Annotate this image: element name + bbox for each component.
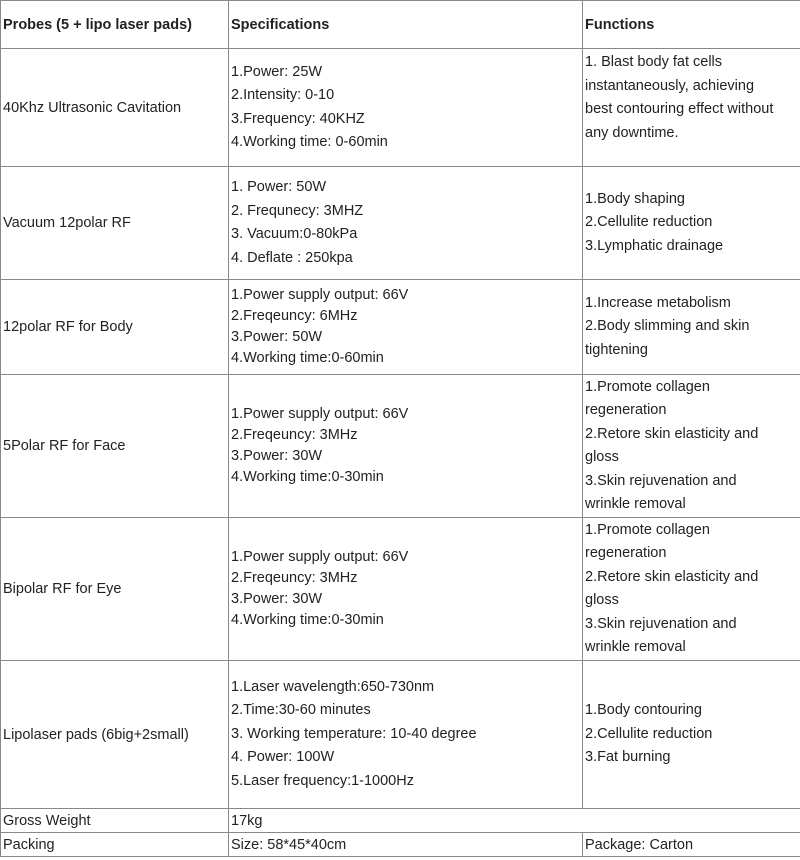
function-line: 2.Body slimming and skin: [585, 318, 750, 335]
spec-line: 2.Freqeuncy: 3MHz: [231, 427, 358, 443]
gross-weight-row: [1, 809, 800, 833]
function-line: 3.Skin rejuvenation and: [585, 615, 737, 632]
packing-package: Package: Carton: [583, 833, 800, 857]
function-line: regeneration: [585, 402, 667, 418]
gross-weight-label: Gross Weight: [1, 809, 229, 833]
gross-weight-value: 17kg: [229, 809, 800, 833]
function-line: wrinkle removal: [585, 639, 686, 655]
function-line: 1.Body shaping: [585, 190, 685, 207]
function-line: 1.Increase metabolism: [585, 294, 731, 311]
spec-line: 2.Intensity: 0-10: [231, 87, 335, 103]
function-line: 1.Promote collagen: [585, 378, 710, 395]
spec-line: 2.Freqeuncy: 6MHz: [231, 308, 358, 324]
function-line: best contouring effect without: [585, 101, 774, 117]
function-line: tightening: [585, 341, 648, 358]
spec-line: 3.Power: 30W: [231, 591, 323, 607]
probe-name: Vacuum 12polar RF: [1, 167, 229, 280]
spec-line: 4. Power: 100W: [231, 749, 335, 766]
table-row: [1, 661, 800, 809]
spec-list: [229, 49, 583, 167]
function-line: wrinkle removal: [585, 496, 686, 512]
header-functions: Functions: [583, 1, 800, 49]
function-line: 3.Lymphatic drainage: [585, 237, 724, 254]
spec-line: 4.Working time:0-30min: [231, 612, 384, 628]
spec-line: 3.Frequency: 40KHZ: [231, 110, 365, 127]
spec-list: [229, 518, 583, 661]
spec-line: 4.Working time: 0-60min: [231, 134, 388, 150]
probe-name: 40Khz Ultrasonic Cavitation: [1, 49, 229, 167]
probe-name: 12polar RF for Body: [1, 280, 229, 375]
function-list: [583, 167, 800, 280]
spec-line: 2.Time:30-60 minutes: [231, 702, 371, 719]
function-line: gloss: [585, 592, 619, 608]
function-list: [583, 375, 800, 518]
spec-line: 2. Frequnecy: 3MHZ: [231, 202, 364, 219]
spec-line: 1. Power: 50W: [231, 179, 327, 195]
function-line: 3.Skin rejuvenation and: [585, 472, 737, 489]
function-line: 2.Cellulite reduction: [585, 725, 713, 742]
header-specifications: Specifications: [229, 1, 583, 49]
spec-line: 1.Power: 25W: [231, 63, 323, 80]
packing-label: Packing: [1, 833, 229, 857]
function-line: 2.Cellulite reduction: [585, 214, 713, 231]
packing-size: Size: 58*45*40cm: [229, 833, 583, 857]
function-list: [583, 49, 800, 167]
probe-name: Bipolar RF for Eye: [1, 518, 229, 661]
function-line: 1.Body contouring: [585, 702, 702, 719]
function-line: 3.Fat burning: [585, 749, 671, 766]
table-row: [1, 167, 800, 280]
function-line: 2.Retore skin elasticity and: [585, 425, 759, 442]
function-line: 2.Retore skin elasticity and: [585, 568, 759, 585]
header-row: [1, 1, 800, 49]
spec-line: 4.Working time:0-60min: [231, 350, 384, 366]
spec-line: 3. Vacuum:0-80kPa: [231, 226, 358, 242]
spec-line: 1.Power supply output: 66V: [231, 287, 409, 303]
function-line: gloss: [585, 449, 619, 465]
spec-line: 5.Laser frequency:1-1000Hz: [231, 772, 414, 789]
table-row: [1, 280, 800, 375]
table-row: [1, 518, 800, 661]
table-row: [1, 49, 800, 167]
packing-row: [1, 833, 800, 857]
function-list: [583, 518, 800, 661]
function-line: regeneration: [585, 545, 667, 561]
function-list: [583, 280, 800, 375]
spec-list: [229, 280, 583, 375]
probe-name: Lipolaser pads (6big+2small): [1, 661, 229, 809]
spec-line: 1.Power supply output: 66V: [231, 406, 409, 422]
function-line: 1.Promote collagen: [585, 521, 710, 538]
spec-line: 4.Working time:0-30min: [231, 469, 384, 485]
function-line: instantaneously, achieving: [585, 77, 755, 94]
spec-line: 2.Freqeuncy: 3MHz: [231, 570, 358, 586]
spec-line: 1.Power supply output: 66V: [231, 549, 409, 565]
spec-list: [229, 661, 583, 809]
function-line: any downtime.: [585, 124, 679, 141]
spec-line: 1.Laser wavelength:650-730nm: [231, 678, 435, 695]
spec-line: 3.Power: 30W: [231, 448, 323, 464]
spec-list: [229, 375, 583, 518]
table-row: [1, 375, 800, 518]
spec-list: [229, 167, 583, 280]
header-probes: Probes (5 + lipo laser pads): [1, 1, 229, 49]
probe-name: 5Polar RF for Face: [1, 375, 229, 518]
function-list: [583, 661, 800, 809]
spec-line: 3. Working temperature: 10-40 degree: [231, 725, 477, 742]
spec-line: 3.Power: 50W: [231, 329, 323, 345]
function-line: 1. Blast body fat cells: [585, 54, 723, 70]
spec-line: 4. Deflate : 250kpa: [231, 249, 353, 266]
